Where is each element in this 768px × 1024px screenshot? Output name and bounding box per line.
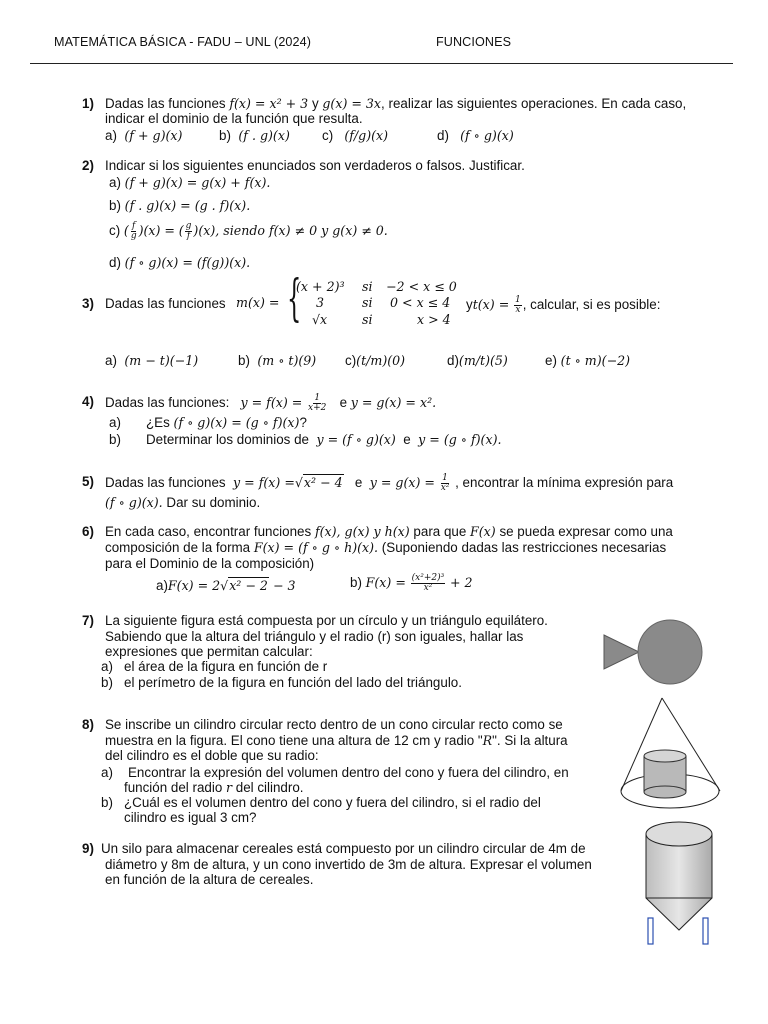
q3-item-a [105,353,198,368]
q8-cylinder-top [644,750,686,762]
q5-tail: , encontrar la mínima expresión para [455,475,674,491]
q8-line2 [105,733,568,748]
q4-b-pre: Determinar los dominios de [146,432,309,447]
q5-g-num: 1 [442,473,448,483]
q2-d-expr: (f ∘ g)(x) = (f(g))(x). [124,255,251,270]
q3-number: 3) [82,296,94,311]
q2-c-frac1-num: f [132,221,136,231]
q8-number: 8) [82,717,94,732]
q4-item-a [146,415,307,430]
q1-c-label: c) [322,128,334,143]
q9-leg-left [648,918,653,944]
q3-m-def: m(x) = [236,295,280,310]
q6-l2b: (Suponiendo dadas las restricciones necesarias [381,540,667,555]
q3-item-d [447,353,508,368]
q5-e: e [354,475,363,491]
q1-text-y: y [311,96,319,111]
q2-item-d [109,255,250,270]
q9-line2: diámetro y 8m de altura, y un cono invertido de 3m de altura. Expresar el volumen [105,857,592,872]
q3-brace: { [287,269,302,327]
q1-d-label: d) [437,128,449,143]
q4-item-b [146,432,502,447]
q8-b-label: b) [101,795,113,810]
q3-e-expr: (t ∘ m)(−2) [560,353,631,368]
q7-circle [638,620,702,684]
q6-number: 6) [82,524,94,539]
q6-a-radicand: x² − 2 [229,578,268,593]
q3-t-def [466,296,660,315]
q4-line1 [105,394,436,413]
q1-f-def: f(x) = x² + 3 [229,96,309,111]
q3-item-c [345,353,405,368]
q6-item-a: a)F(x) = 2√x² − 2 − 3 [156,578,296,593]
q5-composition: (f ∘ g)(x). [105,495,163,510]
q2-c-mid: (x) = [143,223,175,239]
q6-line2 [105,540,666,555]
q8-R: R [482,733,493,748]
q5-line2-text: Dar su dominio. [166,495,261,510]
q4-g: y = g(x) = x². [350,395,437,411]
q4-text: Dadas las funciones: [105,395,230,411]
q3-y: y [466,297,473,313]
q1-item-c [322,128,388,143]
q4-f: y = f(x) = [240,395,303,411]
q3-t-num: 1 [514,295,521,305]
q4-b-label: b) [109,432,121,447]
q2-b-expr: (f . g)(x) = (g . f)(x). [124,198,251,213]
q3-d-label: d) [447,353,459,368]
q7-a-label: a) [101,659,113,674]
q3-b-expr: (m ∘ t)(9) [257,353,317,368]
q3-a-label: a) [105,353,117,368]
q4-b-expr1: y = (f ∘ g)(x) [316,432,396,447]
q3-b-label: b) [238,353,250,368]
q2-c-label: c) [109,223,121,239]
q6-l2-form: F(x) = (f ∘ g ∘ h)(x). [253,540,379,555]
q8-l2b: ". Si la altura [492,733,568,748]
q1-b-expr: (f . g)(x) [238,128,290,143]
q8-figure [618,696,724,816]
q6-l1a: En cada caso, encontrar funciones [105,524,312,539]
q4-b-expr2: y = (g ∘ f)(x). [418,432,502,447]
q7-b-label: b) [101,675,113,690]
q1-text-b: , realizar las siguientes operaciones. En cada caso, [381,96,687,111]
q5-line2 [105,495,260,510]
q8-b-line2: cilindro es igual 3 cm? [124,810,257,825]
q6-b-pre: F(x) = [365,575,406,591]
q3-t-den: x [515,305,521,315]
q1-b-label: b) [219,128,231,143]
q6-b-label: b) [350,575,362,591]
q2-item-c: c) ( $\frac{f}{g}$ )(x) = ( $\frac{g}{f}$ )(x), siendo f(x) ≠ 0 y g(x) ≠ 0. [109,221,388,241]
q9-line3: en función de la altura de cereales. [105,872,314,887]
q2-a-label: a) [109,175,121,190]
q1-item-d [437,128,514,143]
header-rule [30,63,733,64]
q3-case1-expr: (x + 2)³ [296,279,345,294]
q3-tail: , calcular, si es posible: [522,297,661,313]
q6-a-label: a) [156,578,168,593]
q7-b-text: el perímetro de la figura en función del lado del triángulo. [124,675,462,690]
q1-text-a: Dadas las funciones [105,96,226,111]
q5-number: 5) [82,474,94,489]
q3-case1-si: si [362,279,373,294]
q3-case3-cond: x > 4 [417,312,451,327]
q2-c-frac2-den: f [186,231,191,241]
q1-number: 1) [82,96,94,111]
q1-line1 [105,96,686,111]
q2-number: 2) [82,158,94,173]
q1-a-expr: (f + g)(x) [124,128,183,143]
q9-silo-figure [640,812,718,950]
q7-figure [602,620,706,690]
q1-g-def: g(x) = 3x [322,96,382,111]
q9-leg-right [703,918,708,944]
q6-l1c: se pueda expresar como una [499,524,673,539]
q2-c-tail: (x), siendo f(x) ≠ 0 y g(x) ≠ 0. [198,223,388,239]
q8-line1: Se inscribe un cilindro circular recto dentro de un cono circular recto como se [105,717,563,732]
q7-triangle [604,635,639,669]
q3-c-expr: (t/m)(0) [356,353,406,368]
q2-item-a [109,175,270,190]
q4-a-label: a) [109,415,121,430]
q7-number: 7) [82,613,94,628]
q5-f-radicand: x² − 4 [303,475,343,491]
q8-line3: del cilindro es el doble que su radio: [105,748,319,763]
q3-case2-expr: 3 [316,295,325,310]
q4-e: e [339,395,348,411]
q8-b-line1: ¿Cuál es el volumen dentro del cono y fuera del cilindro, si el radio del [124,795,541,810]
q4-number: 4) [82,394,94,409]
q6-line1 [105,524,673,539]
q9-silo-top [646,822,712,846]
q6-a-post: − 3 [268,578,296,593]
q3-case3-si: si [362,312,373,327]
q6-b-den: x² [423,583,433,593]
q5-g: y = g(x) = [369,475,435,491]
q4-a-pre: ¿Es [146,415,170,430]
q6-l2a: composición de la forma [105,540,251,555]
q2-c-frac2-num: g [185,221,192,231]
q6-line3: para el Dominio de la composición) [105,556,315,571]
q2-text: Indicar si los siguientes enunciados son verdaderos o falsos. Justificar. [105,158,525,173]
q8-a-l2b: del cilindro. [235,780,304,795]
q4-f-den: x+2 [308,403,327,413]
q3-case2-cond: 0 < x ≤ 4 [390,295,451,310]
q8-l2a: muestra en la figura. El cono tiene una altura de 12 cm y radio " [105,733,483,748]
q9-line1: Un silo para almacenar cereales está compuesto por un cilindro circular de 4m de [101,841,586,856]
q1-item-a [105,128,182,143]
q6-l1-funcs: f(x), g(x) y h(x) [314,524,410,539]
q3-c-label: c) [345,353,357,368]
q8-r: r [226,780,233,795]
q6-b-num: (x²+2)³ [411,573,445,583]
q7-line2: Sabiendo que la altura del triángulo y el radio (r) son iguales, hallar las [105,629,524,644]
q3-a-expr: (m − t)(−1) [124,353,199,368]
q3-d-expr: (m/t)(5) [458,353,508,368]
q1-line2: indicar el dominio de la función que resulta. [105,111,363,126]
q3-text: Dadas las funciones [105,296,226,311]
q3-case2-si: si [362,295,373,310]
q8-a-label: a) [101,765,113,780]
q7-line3: expresiones que permitan calcular: [105,644,313,659]
q9-number: 9) [82,841,94,856]
q2-d-label: d) [109,255,121,270]
q9-silo-body [646,834,712,930]
q4-f-num: 1 [314,393,321,403]
q3-item-e [545,353,630,368]
q2-a-expr: (f + g)(x) = g(x) + f(x). [124,175,271,190]
q3-item-b [238,353,316,368]
q2-item-b [109,198,250,213]
q6-l1b: para que [413,524,467,539]
q6-a-pre: F(x) = 2 [167,578,221,593]
q8-a-l2a: función del radio [124,780,223,795]
q5-line1: Dadas las funciones y = f(x) =√x² − 4 e y = g(x) = $\frac{1}{\text{x²}}$ , encontrar la mínima expresión para [105,473,674,493]
q7-a-text: el área de la figura en función de r [124,659,328,674]
q3-case1-cond: −2 < x ≤ 0 [386,279,457,294]
q6-l1-F: F(x) [470,524,496,539]
q6-b-post: + 2 [449,575,473,591]
q4-a-post: ? [299,415,307,430]
q1-a-label: a) [105,128,117,143]
q1-c-expr: (f/g)(x) [344,128,389,143]
q6-item-b [350,574,473,593]
q2-b-label: b) [109,198,121,213]
header-topic: FUNCIONES [436,35,512,49]
header-course: MATEMÁTICA BÁSICA - FADU – UNL (2024) [54,35,312,49]
q3-t-label: t(x) = [472,297,510,313]
q1-d-expr: (f ∘ g)(x) [460,128,514,143]
q3-e-label: e) [545,353,557,368]
q5-text: Dadas las funciones [105,475,226,491]
q4-b-mid: e [403,432,411,447]
q3-case3-expr: √x [312,312,328,327]
q2-c-frac1-den: g [130,231,137,241]
q4-a-expr: (f ∘ g)(x) = (g ∘ f)(x) [173,415,300,430]
q8-a-line2 [124,780,304,795]
q7-line1: La siguiente figura está compuesta por un círculo y un triángulo equilátero. [105,613,548,628]
q5-f: y = f(x) = [233,475,295,491]
q8-a-line1: Encontrar la expresión del volumen dentro del cono y fuera del cilindro, en [128,765,569,780]
q5-g-den: x² [440,483,450,493]
q8-cylinder-bottom [644,786,686,798]
q1-item-b [219,128,290,143]
